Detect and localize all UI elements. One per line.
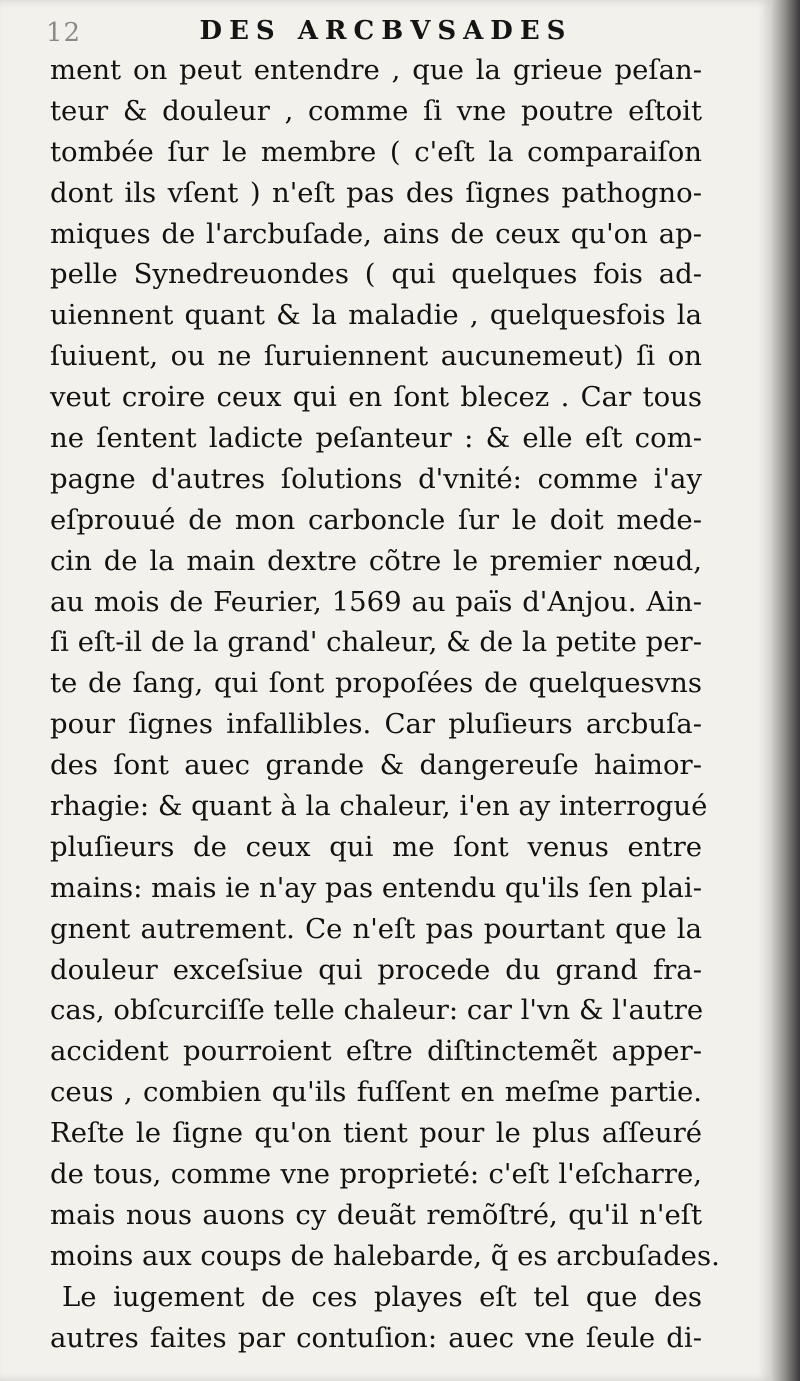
text-line: douleur exceſsiue qui procede du grand fra- (50, 953, 702, 986)
text-line: ment on peut entendre , que la grieue peſan- (50, 54, 702, 86)
text-line: de tous, comme vne proprieté: c'eſt l'eſcharre, (50, 1158, 702, 1191)
text-line: moins aux coups de halebarde, q̃ es arcbuſades. (50, 1239, 720, 1272)
body-text (50, 50, 720, 1359)
text-line: Reſte le ſigne qu'on tient pour le plus aſſeuré (50, 1117, 702, 1150)
text-line: au mois de Feurier, 1569 au païs d'Anjou. Ain- (50, 585, 702, 618)
text-line: ceus , combien qu'ils fuſſent en meſme partie. (50, 1076, 702, 1109)
page-edge-shadow (772, 0, 800, 1381)
text-line: gnent autrement. Ce n'eſt pas pourtant que la (50, 912, 702, 945)
text-line: des ſont auec grande & dangereuſe haimor- (50, 749, 702, 782)
text-line: dont ils vſent ) n'eſt pas des ſignes pathogno- (50, 176, 702, 209)
text-line: te de ſang, qui ſont propoſées de quelquesvns (50, 667, 702, 700)
paragraph-start-line: Le iugement de ces playes eſt tel que des (62, 1280, 702, 1313)
text-line: teur & douleur , comme ſi vne poutre eſtoit (50, 94, 702, 127)
text-line: tombée ſur le membre ( c'eſt la comparaiſon (50, 135, 702, 168)
text-line: pagne d'autres ſolutions d'vnité: comme i'ay (50, 462, 702, 495)
text-line: pluſieurs de ceux qui me ſont venus entre (50, 830, 702, 863)
text-line: rhagie: & quant à la chaleur, i'en ay interrogué (50, 790, 708, 823)
text-line: ſi eſt-il de la grand' chaleur, & de la petite per- (50, 626, 702, 659)
text-line: autres faites par contuſion: auec vne ſeule di- (50, 1321, 702, 1354)
text-line: accident pourroient eſtre diſtinctemẽt apper- (50, 1035, 702, 1068)
text-line: ſuiuent, ou ne ſuruiennent aucunemeut) ſi on (50, 340, 702, 373)
text-line: cas, obſcurciſſe telle chaleur: car l'vn & l'autre (50, 994, 704, 1027)
text-line: pelle Synedreuondes ( qui quelques fois ad- (50, 258, 702, 291)
text-line: eſprouué de mon carboncle ſur le doit mede- (50, 503, 702, 536)
text-line: cin de la main dextre cõtre le premier nœud, (50, 544, 702, 577)
text-line: veut croire ceux qui en ſont blecez . Car tous (50, 381, 702, 414)
text-line: uiennent quant & la maladie , quelquesfois la (50, 299, 702, 332)
running-head: DES ARCBVSADES (199, 16, 573, 46)
text-line: pour ſignes infallibles. Car pluſieurs arcbuſa- (50, 708, 702, 741)
text-line: mais nous auons cy deuãt remõſtré, qu'il n'eſt (50, 1198, 702, 1231)
text-line: mains: mais ie n'ay pas entendu qu'ils ſen plai- (50, 871, 703, 904)
page-number: 12 (46, 18, 82, 48)
text-line: ne ſentent ladicte peſanteur : & elle eſt com- (50, 422, 702, 455)
text-line: miques de l'arcbuſade, ains de ceux qu'on ap- (50, 217, 702, 250)
